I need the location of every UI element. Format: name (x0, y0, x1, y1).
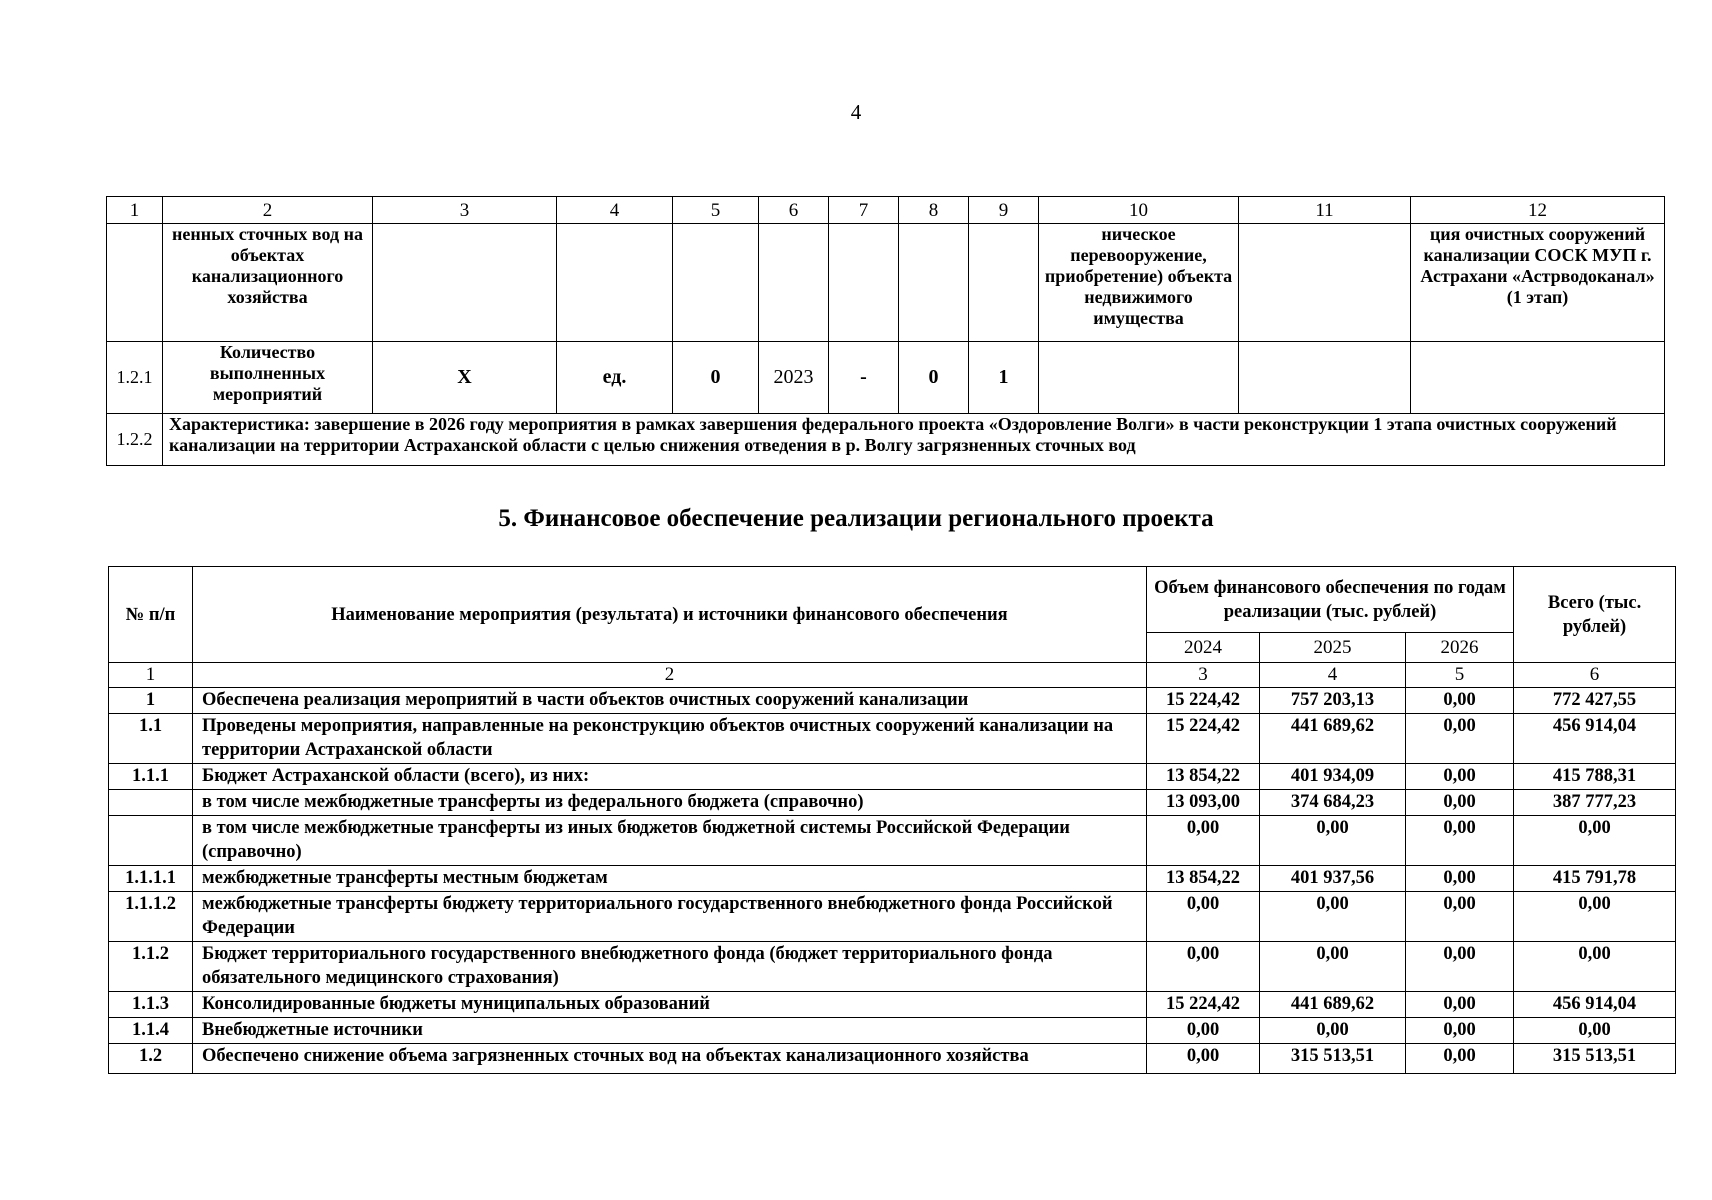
col-number: 3 (1147, 663, 1260, 688)
indicators-table (106, 196, 1665, 466)
header-name: Наименование мероприятия (результата) и источники финансового обеспечения (193, 567, 1147, 663)
value-2026: 0,00 (1406, 764, 1514, 790)
year-2024: 2024 (1147, 633, 1260, 663)
row-number (109, 816, 193, 866)
value-total: 415 791,78 (1514, 866, 1676, 892)
header-num: № п/п (109, 567, 193, 663)
page-number: 4 (850, 100, 862, 124)
row-name: Консолидированные бюджеты муниципальных образований (193, 992, 1147, 1018)
table-row (109, 1044, 1676, 1074)
value-2025: 441 689,62 (1260, 714, 1406, 764)
value-total: 456 914,04 (1514, 714, 1676, 764)
value-2025: 0,00 (1260, 816, 1406, 866)
table-row (109, 790, 1676, 816)
table-row (109, 942, 1676, 992)
row-number: 1.1.4 (109, 1018, 193, 1044)
table-row (109, 892, 1676, 942)
table1-header-row (107, 197, 1665, 224)
value-total: 456 914,04 (1514, 992, 1676, 1018)
cell: 1 (969, 342, 1039, 414)
table-row (109, 866, 1676, 892)
row-name: Обеспечено снижение объема загрязненных сточных вод на объектах канализационного хозяйства (193, 1044, 1147, 1074)
value-2026: 0,00 (1406, 790, 1514, 816)
value-2026: 0,00 (1406, 688, 1514, 714)
value-2025: 0,00 (1260, 942, 1406, 992)
cell: 0 (899, 342, 969, 414)
row-number: 1.1.1 (109, 764, 193, 790)
table1-header-cell: 9 (969, 197, 1039, 224)
value-2024: 0,00 (1147, 1018, 1260, 1044)
row-name: Внебюджетные источники (193, 1018, 1147, 1044)
table-row (109, 714, 1676, 764)
table1-header-cell: 6 (759, 197, 829, 224)
row-name: Бюджет территориального государственного внебюджетного фонда (бюджет территориального фонда обязательного медицинского страхования) (193, 942, 1147, 992)
value-2026: 0,00 (1406, 1044, 1514, 1074)
value-2024: 0,00 (1147, 942, 1260, 992)
row-number: 1.1.2 (109, 942, 193, 992)
value-2024: 0,00 (1147, 892, 1260, 942)
financing-table (108, 566, 1676, 1074)
value-2025: 757 203,13 (1260, 688, 1406, 714)
table-row (109, 992, 1676, 1018)
value-2025: 0,00 (1260, 1018, 1406, 1044)
table2-body (109, 688, 1676, 1074)
value-2024: 13 093,00 (1147, 790, 1260, 816)
value-2024: 0,00 (1147, 1044, 1260, 1074)
row-number: 1.2 (109, 1044, 193, 1074)
row-number: 1.2.2 (107, 414, 163, 466)
value-2025: 441 689,62 (1260, 992, 1406, 1018)
row-number: 1.1.1.2 (109, 892, 193, 942)
row-number (109, 790, 193, 816)
table1-row-1-2-2 (107, 414, 1665, 466)
table-row (109, 816, 1676, 866)
value-2026: 0,00 (1406, 892, 1514, 942)
value-2026: 0,00 (1406, 816, 1514, 866)
col-number: 1 (109, 663, 193, 688)
value-total: 0,00 (1514, 892, 1676, 942)
value-2025: 374 684,23 (1260, 790, 1406, 816)
year-2026: 2026 (1406, 633, 1514, 663)
value-total: 0,00 (1514, 1018, 1676, 1044)
value-2025: 0,00 (1260, 892, 1406, 942)
table-row (109, 1018, 1676, 1044)
table1-header-cell: 1 (107, 197, 163, 224)
value-2026: 0,00 (1406, 992, 1514, 1018)
table1-cont-col12: ция очистных сооружений канализации СОСК МУП г. Астрахани «Астрводоканал» (1 этап) (1411, 224, 1665, 342)
cell: 2023 (759, 342, 829, 414)
value-2026: 0,00 (1406, 714, 1514, 764)
col-number: 6 (1514, 663, 1676, 688)
table1-header-cell: 5 (673, 197, 759, 224)
table1-header-cell: 3 (373, 197, 557, 224)
row-number: 1.1.3 (109, 992, 193, 1018)
table-row (109, 764, 1676, 790)
table1-header-cell: 2 (163, 197, 373, 224)
table2-colnum-row (109, 663, 1676, 688)
row-number: 1.1.1.1 (109, 866, 193, 892)
value-2026: 0,00 (1406, 866, 1514, 892)
value-2024: 15 224,42 (1147, 688, 1260, 714)
value-total: 387 777,23 (1514, 790, 1676, 816)
table1-cont-col10: ническое перевооружение, приобретение) объекта недвижимого имущества (1039, 224, 1239, 342)
table-row (109, 688, 1676, 714)
row-name: Бюджет Астраханской области (всего), из них: (193, 764, 1147, 790)
cell: 0 (673, 342, 759, 414)
col-number: 5 (1406, 663, 1514, 688)
table1-header-cell: 12 (1411, 197, 1665, 224)
row-number: 1 (109, 688, 193, 714)
table1-header-cell: 8 (899, 197, 969, 224)
characteristic-text: Характеристика: завершение в 2026 году мероприятия в рамках завершения федерального проекта «Оздоровление Волги» в части реконструкции 1 этапа очистных сооружений канализации на территории Астраханской области с целью снижения отведения в р. Волгу загрязненных сточных вод (163, 414, 1665, 466)
table2-header-row (109, 567, 1676, 633)
value-total: 315 513,51 (1514, 1044, 1676, 1074)
table1-header-cell: 11 (1239, 197, 1411, 224)
value-2024: 13 854,22 (1147, 866, 1260, 892)
row-number: 1.1 (109, 714, 193, 764)
col-number: 2 (193, 663, 1147, 688)
row-number: 1.2.1 (107, 342, 163, 414)
value-2024: 15 224,42 (1147, 992, 1260, 1018)
value-2024: 15 224,42 (1147, 714, 1260, 764)
row-name: Количество выполненных мероприятий (163, 342, 373, 414)
table1-row-1-2-1 (107, 342, 1665, 414)
value-total: 772 427,55 (1514, 688, 1676, 714)
value-2024: 0,00 (1147, 816, 1260, 866)
table1-continuation-row (107, 224, 1665, 342)
header-volume: Объем финансового обеспечения по годам реализации (тыс. рублей) (1147, 567, 1514, 633)
row-name: межбюджетные трансферты бюджету территориального государственного внебюджетного фонда Российской Федерации (193, 892, 1147, 942)
section-title: 5. Финансовое обеспечение реализации регионального проекта (498, 505, 1214, 532)
value-2025: 401 934,09 (1260, 764, 1406, 790)
row-name: в том числе межбюджетные трансферты из иных бюджетов бюджетной системы Российской Федерации (справочно) (193, 816, 1147, 866)
cell: X (373, 342, 557, 414)
table1-header-cell: 10 (1039, 197, 1239, 224)
value-total: 0,00 (1514, 942, 1676, 992)
value-2026: 0,00 (1406, 1018, 1514, 1044)
table1-header-cell: 7 (829, 197, 899, 224)
value-2025: 315 513,51 (1260, 1044, 1406, 1074)
value-2026: 0,00 (1406, 942, 1514, 992)
value-2025: 401 937,56 (1260, 866, 1406, 892)
table1-header-cell: 4 (557, 197, 673, 224)
row-name: межбюджетные трансферты местным бюджетам (193, 866, 1147, 892)
header-total: Всего (тыс. рублей) (1514, 567, 1676, 663)
row-name: Обеспечена реализация мероприятий в части объектов очистных сооружений канализации (193, 688, 1147, 714)
row-name: Проведены мероприятия, направленные на реконструкцию объектов очистных сооружений канализации на территории Астраханской области (193, 714, 1147, 764)
cell: - (829, 342, 899, 414)
year-2025: 2025 (1260, 633, 1406, 663)
row-name: в том числе межбюджетные трансферты из федерального бюджета (справочно) (193, 790, 1147, 816)
value-total: 415 788,31 (1514, 764, 1676, 790)
value-2024: 13 854,22 (1147, 764, 1260, 790)
cell: ед. (557, 342, 673, 414)
table1-cont-col2: ненных сточных вод на объектах канализационного хозяйства (163, 224, 373, 342)
value-total: 0,00 (1514, 816, 1676, 866)
col-number: 4 (1260, 663, 1406, 688)
